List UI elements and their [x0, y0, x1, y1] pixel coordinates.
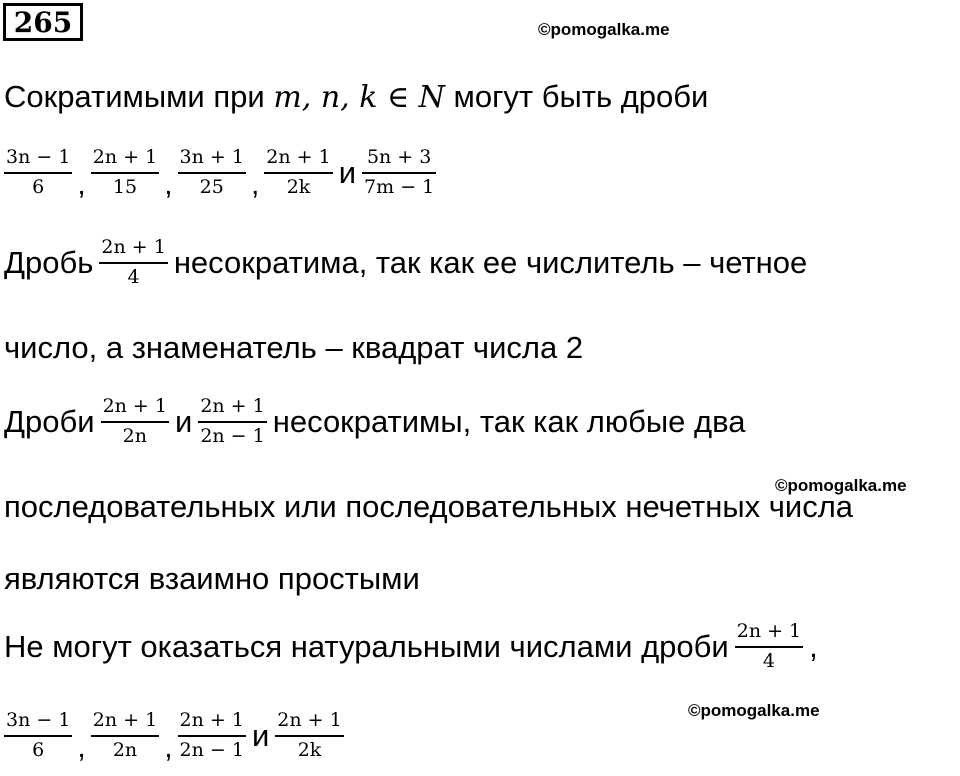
denominator: 2k — [286, 175, 311, 198]
paragraph-3-line-2: последовательных или последовательных нечетных числа — [4, 489, 854, 524]
problem-number: 265 — [3, 3, 83, 41]
intro-text-2: могут быть дроби — [444, 79, 709, 114]
fraction — [101, 395, 169, 449]
paragraph-2-text: несократима, так как ее числитель – четное — [173, 244, 808, 280]
paragraph-3-line-3: являются взаимно простыми — [4, 561, 420, 596]
numerator: 2n + 1 — [101, 236, 166, 258]
comma: , — [164, 730, 173, 764]
numerator: 5n + 3 — [366, 146, 432, 168]
fraction-bar — [178, 735, 246, 737]
paragraph-4-lead: Не могут оказаться натуральными числами дроби — [4, 628, 729, 664]
paragraph-2-line-1 — [4, 236, 813, 290]
watermark: ©pomogalka.me — [688, 701, 820, 720]
comma: , — [164, 167, 173, 201]
fraction — [99, 236, 167, 290]
paragraph-3-text: несократимы, так как любые два — [272, 403, 746, 439]
comma: , — [77, 730, 86, 764]
denominator: 7m − 1 — [364, 175, 435, 198]
fraction-bar — [275, 735, 343, 737]
numerator: 2n + 1 — [200, 395, 265, 417]
fraction — [178, 146, 246, 200]
numerator: 2n + 1 — [102, 395, 167, 417]
fraction-bar — [91, 172, 159, 174]
fraction — [4, 146, 72, 200]
watermark: ©pomogalka.me — [538, 20, 670, 39]
comma: , — [250, 167, 260, 201]
denominator: 4 — [762, 649, 775, 672]
trailing-comma: , — [809, 628, 818, 664]
numerator: 3n − 1 — [6, 146, 71, 168]
numerator: 2n + 1 — [277, 709, 342, 731]
watermark: ©pomogalka.me — [775, 476, 907, 495]
comma: , — [77, 167, 86, 201]
denominator: 25 — [199, 175, 224, 198]
denominator: 2k — [297, 738, 322, 761]
fraction — [4, 709, 72, 763]
fraction — [91, 146, 159, 200]
intro-math: m, n, k ∈ N — [273, 80, 445, 115]
fraction-bar — [264, 172, 332, 174]
conjunction: и — [251, 717, 270, 753]
paragraph-2-line-2: число, а знаменатель – квадрат числа 2 — [4, 330, 584, 365]
denominator: 15 — [112, 175, 138, 198]
fraction-bar — [101, 421, 169, 423]
conjunction: и — [174, 403, 193, 439]
fraction-bar — [91, 735, 159, 737]
denominator: 2n — [112, 738, 138, 761]
fraction-bar — [4, 172, 72, 174]
denominator: 2n − 1 — [200, 424, 265, 447]
intro-line — [4, 81, 708, 113]
numerator: 2n + 1 — [736, 620, 802, 642]
fraction-bar — [99, 262, 167, 264]
fraction-bar — [362, 172, 436, 174]
fraction — [91, 709, 159, 763]
fraction-list-2 — [4, 709, 344, 763]
fraction-list-1 — [4, 146, 436, 200]
fraction — [362, 146, 436, 200]
numerator: 3n − 1 — [6, 709, 71, 731]
denominator: 2n — [122, 424, 147, 447]
numerator: 2n + 1 — [179, 709, 244, 731]
fraction-bar — [4, 735, 72, 737]
fraction — [735, 620, 803, 674]
numerator: 2n + 1 — [266, 146, 331, 168]
numerator: 3n + 1 — [179, 146, 244, 168]
denominator: 4 — [127, 265, 140, 288]
denominator: 6 — [32, 175, 45, 198]
paragraph-3-lead: Дроби — [4, 403, 95, 439]
paragraph-4-line-1 — [4, 620, 824, 674]
fraction-bar — [198, 421, 266, 423]
fraction — [275, 709, 343, 763]
paragraph-2-lead: Дробь — [4, 244, 94, 280]
fraction — [178, 709, 246, 763]
fraction — [264, 146, 332, 200]
denominator: 6 — [32, 738, 45, 761]
numerator: 2n + 1 — [92, 146, 158, 168]
intro-text: Сократимыми при — [4, 79, 274, 114]
denominator: 2n − 1 — [179, 738, 244, 761]
conjunction: и — [338, 154, 357, 190]
fraction-bar — [178, 172, 246, 174]
paragraph-3-line-1 — [4, 395, 751, 449]
numerator: 2n + 1 — [92, 709, 158, 731]
fraction-bar — [735, 646, 803, 648]
fraction — [198, 395, 266, 449]
